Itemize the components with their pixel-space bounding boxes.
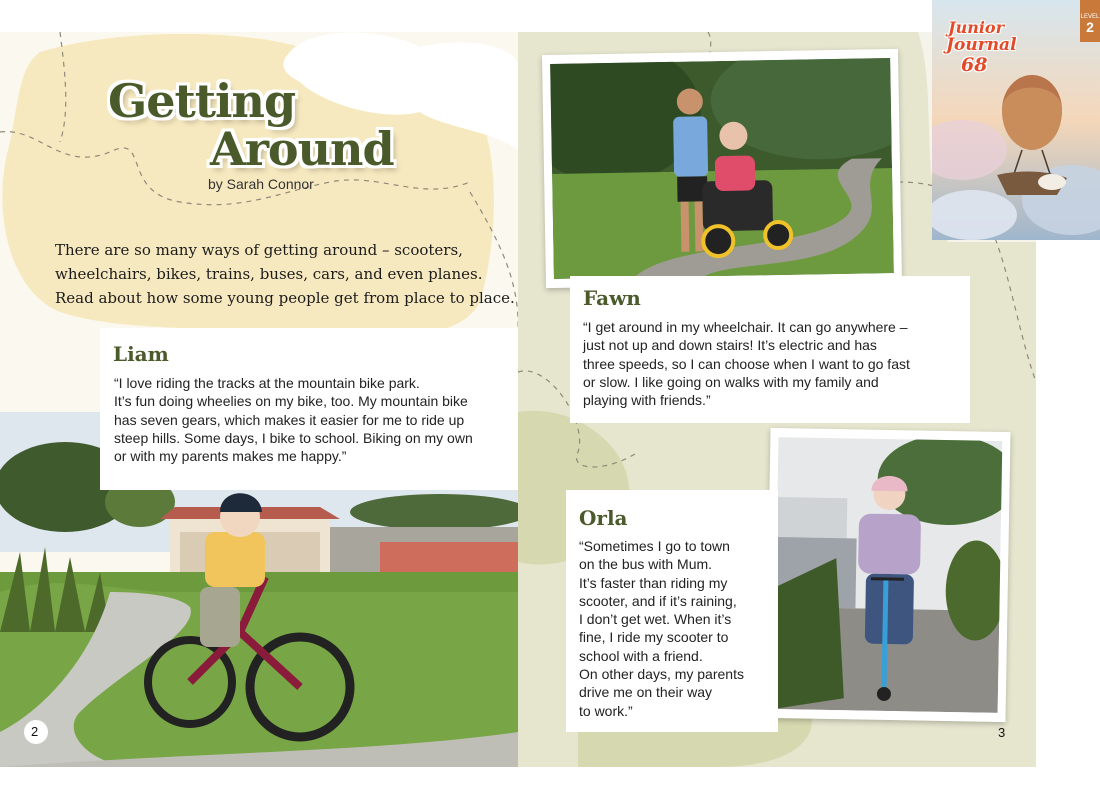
quote-line: On other days, my parents [579, 666, 744, 683]
quote-line: just not up and down stairs! It’s electric and has [583, 337, 877, 354]
page-number-right: 3 [998, 725, 1006, 740]
intro-line: Read about how some young people get from place to place. [55, 289, 515, 307]
quote-line: on the bus with Mum. [579, 556, 713, 573]
quote-line: playing with friends.” [583, 392, 711, 409]
journal-cover [932, 0, 1100, 240]
liam-name: Liam [113, 342, 169, 366]
quote-line: drive me on their way [579, 684, 713, 701]
liam-quote [114, 374, 473, 465]
quote-line: scooter, and if it’s raining, [579, 592, 737, 609]
quote-line: It’s fun doing wheelies on my bike, too. My mountain bike [114, 393, 468, 410]
orla-photo [765, 428, 1010, 722]
quote-line: to work.” [579, 702, 633, 719]
quote-line: school with a friend. [579, 647, 703, 664]
intro-paragraph [55, 238, 515, 310]
cover-issue-number: 68 [961, 54, 988, 76]
quote-line: three speeds, so I can choose when I want to go fast [583, 355, 910, 372]
article-title-line-2: Around [210, 122, 394, 176]
liam-card [100, 328, 518, 490]
fawn-quote [583, 318, 910, 409]
quote-line: or with my parents makes me happy.” [114, 448, 347, 465]
fawn-name: Fawn [583, 286, 641, 310]
intro-line: wheelchairs, bikes, trains, buses, cars, and even planes. [55, 265, 483, 283]
page-number-left: 2 [31, 724, 39, 739]
level-label: LEVEL [1080, 14, 1100, 20]
article-title-line-1: Getting [108, 74, 296, 128]
quote-line: “I love riding the tracks at the mountain bike park. [114, 375, 420, 391]
quote-line: “I get around in my wheelchair. It can go anywhere – [583, 319, 908, 335]
fawn-card [570, 276, 970, 423]
fawn-photo [542, 49, 902, 288]
orla-card [566, 490, 778, 732]
intro-line: There are so many ways of getting around – scooters, [55, 241, 463, 259]
level-number: 2 [1086, 19, 1094, 35]
quote-line: I don’t get wet. When it’s [579, 611, 732, 628]
orla-quote [579, 537, 744, 720]
quote-line: “Sometimes I go to town [579, 538, 730, 554]
quote-line: has seven gears, which makes it easier for me to ride up [114, 411, 465, 428]
fawn-photo-image [550, 58, 894, 279]
quote-line: fine, I ride my scooter to [579, 629, 729, 646]
cover-title-line-1: Junior [948, 18, 1005, 37]
quote-line: steep hills. Some days, I bike to school. Biking on my own [114, 429, 473, 446]
orla-name: Orla [579, 506, 628, 530]
left-page [0, 32, 518, 767]
cover-title-line-2: Journal [946, 35, 1017, 55]
level-badge [1080, 0, 1100, 42]
quote-line: It’s faster than riding my [579, 574, 728, 591]
byline: by Sarah Connor [208, 176, 314, 192]
orla-photo-image [774, 437, 1003, 713]
quote-line: or slow. I like going on walks with my family and [583, 373, 879, 390]
